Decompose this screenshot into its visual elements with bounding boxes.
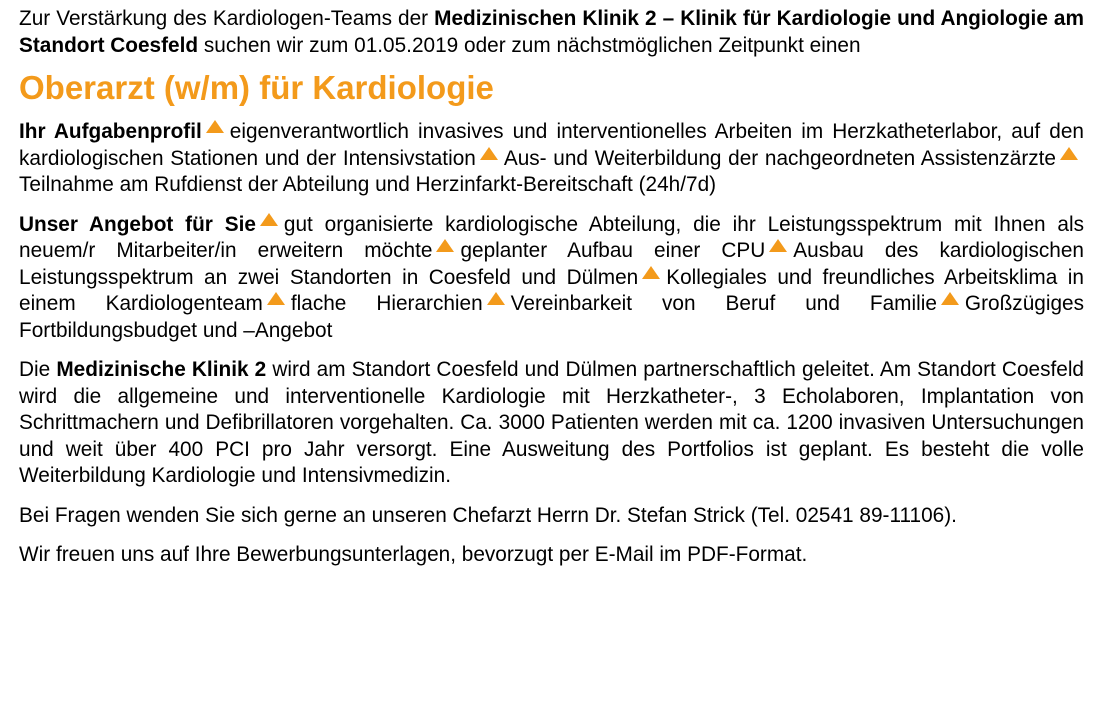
offer-item: Ausbau des kardiologischen Leistungsspektrum an zwei Standorten in Coesfeld und Dülmen — [19, 239, 1084, 289]
clinic-name: Medizinischen Klinik 2 – Klinik für Kardiologie und Angiologie am Standort Coesfeld — [19, 7, 1084, 57]
offer-item: gut organisierte kardiologische Abteilung, die ihr Leistungsspektrum mit Ihnen als neuem/r Mitarbeiter/in erweitern möchte — [19, 212, 1084, 262]
clinic-text-start: Die — [19, 358, 57, 381]
tasks-paragraph — [19, 119, 1084, 199]
triangle-bullet-icon — [206, 120, 224, 133]
triangle-bullet-icon — [436, 239, 454, 252]
intro-text-end: suchen wir zum 01.05.2019 oder zum nächstmöglichen Zeitpunkt einen — [198, 33, 861, 57]
offer-item: Vereinbarkeit von Beruf und Familie — [510, 292, 937, 315]
task-item: Aus- und Weiterbildung der nachgeordneten Assistenzärzte — [503, 146, 1056, 170]
offer-item: flache Hierarchien — [290, 292, 483, 315]
tasks-heading: Ihr Aufgabenprofil — [19, 120, 202, 143]
triangle-bullet-icon — [267, 292, 285, 305]
clinic-paragraph — [19, 357, 1084, 490]
triangle-bullet-icon — [769, 239, 787, 252]
intro-text-start: Zur Verstärkung des Kardiologen-Teams der — [19, 7, 435, 30]
task-item: eigenverantwortlich invasives und interventionelles Arbeiten im Herzkatheterlabor, auf den kardiologischen Stationen und der Intensivstation — [19, 120, 1084, 170]
triangle-bullet-icon — [480, 147, 498, 160]
clinic-text-end: wird am Standort Coesfeld und Dülmen partnerschaftlich geleitet. Am Standort Coesfeld wird die allgemeine und interventionelle Kardiologie mit Herzkatheter-, 3 Echolaboren, Implantation von Schrittmachern und Defibrillatoren vorgehalten. Ca. 3000 Patienten werden mit ca. 1200 invasiven Untersuchungen und weit über 400 PCI pro Jahr versorgt. Eine Ausweitung des Portfolios ist geplant. Es besteht die volle Weiterbildung Kardiologie und Intensivmedizin. — [19, 358, 1085, 487]
offer-item: Großzügiges Fortbildungsbudget und –Angebot — [19, 292, 1084, 342]
job-title: Oberarzt (w/m) für Kardiologie — [19, 69, 494, 106]
triangle-bullet-icon — [642, 266, 660, 279]
closing-paragraph: Wir freuen uns auf Ihre Bewerbungsunterlagen, bevorzugt per E-Mail im PDF-Format. — [19, 543, 808, 566]
contact-paragraph: Bei Fragen wenden Sie sich gerne an unseren Chefarzt Herrn Dr. Stefan Strick (Tel. 02541 89-11106). — [19, 503, 957, 527]
task-item: Teilnahme am Rufdienst der Abteilung und Herzinfarkt-Bereitschaft (24h/7d) — [19, 173, 717, 196]
offer-paragraph — [19, 212, 1084, 345]
triangle-bullet-icon — [941, 292, 959, 305]
triangle-bullet-icon — [260, 213, 278, 226]
offer-item: geplanter Aufbau einer CPU — [460, 239, 766, 262]
triangle-bullet-icon — [487, 292, 505, 305]
intro-paragraph — [19, 6, 1084, 59]
triangle-bullet-icon — [1060, 147, 1078, 160]
clinic-bold-name: Medizinische Klinik 2 — [56, 358, 267, 381]
offer-heading: Unser Angebot für Sie — [19, 212, 256, 236]
offer-item: Kollegiales und freundliches Arbeitsklima in einem Kardiologenteam — [19, 265, 1084, 315]
